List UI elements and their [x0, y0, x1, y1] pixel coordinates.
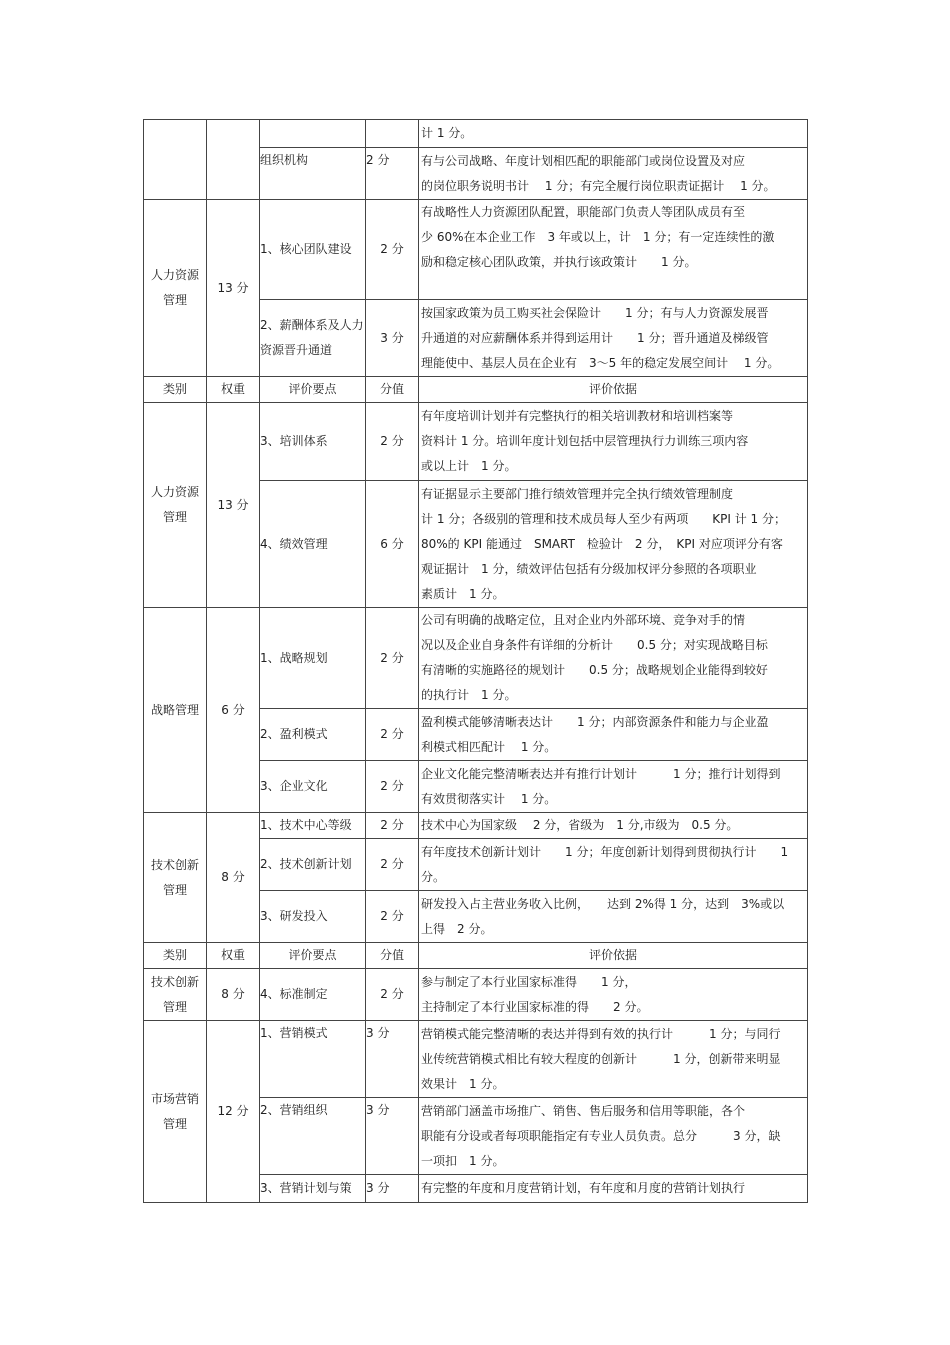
score-cell: 3 分 — [366, 1175, 419, 1203]
weight-cell: 8 分 — [207, 969, 260, 1021]
table-header-row — [144, 377, 808, 403]
category-cell: 技术创新管理 — [144, 813, 207, 943]
weight-cell: 12 分 — [207, 1021, 260, 1203]
header-category: 类别 — [144, 377, 207, 403]
item-cell: 2、薪酬体系及人力资源晋升通道 — [260, 300, 366, 377]
table-row — [144, 200, 808, 300]
item-cell — [260, 120, 366, 148]
basis-cell: 研发投入占主营业务收入比例， 达到 2%得 1 分，达到 3%或以 上得 2 分。 — [419, 891, 808, 943]
score-cell: 2 分 — [366, 839, 419, 891]
item-cell: 1、营销模式 — [260, 1021, 366, 1098]
weight-cell: 13 分 — [207, 403, 260, 608]
table-row — [144, 403, 808, 481]
basis-cell: 企业文化能完整清晰表达并有推行计划计 1 分；推行计划得到 有效贯彻落实计 1 分。 — [419, 761, 808, 813]
score-cell: 3 分 — [366, 1098, 419, 1175]
item-cell: 1、战略规划 — [260, 608, 366, 709]
basis-cell: 参与制定了本行业国家标准得 1 分， 主持制定了本行业国家标准的得 2 分。 — [419, 969, 808, 1021]
item-cell: 3、企业文化 — [260, 761, 366, 813]
item-cell: 3、营销计划与策 — [260, 1175, 366, 1203]
basis-cell: 计 1 分。 — [419, 120, 808, 148]
weight-cell: 13 分 — [207, 200, 260, 377]
basis-cell: 有与公司战略、年度计划相匹配的职能部门或岗位设置及对应 的岗位职务说明书计 1 分；有完全履行岗位职责证据计 1 分。 — [419, 148, 808, 200]
category-cell: 技术创新管理 — [144, 969, 207, 1021]
basis-cell: 公司有明确的战略定位，且对企业内外部环境、竞争对手的情 况以及企业自身条件有详细的分析计 0.5 分；对实现战略目标 有清晰的实施路径的规划计 0.5 分；战略规划企业能得到较好 的执行计 1 分。 — [419, 608, 808, 709]
basis-cell: 按国家政策为员工购买社会保险计 1 分；有与人力资源发展晋 升通道的对应薪酬体系并得到运用计 1 分；晋升通道及梯级管 理能使中、基层人员在企业有 3～5 年的稳定发展空间计 1 分。 — [419, 300, 808, 377]
basis-cell: 营销模式能完整清晰的表达并得到有效的执行计 1 分；与同行 业传统营销模式相比有较大程度的创新计 1 分，创新带来明显 效果计 1 分。 — [419, 1021, 808, 1098]
weight-cell — [207, 120, 260, 200]
weight-cell: 8 分 — [207, 813, 260, 943]
item-cell: 2、营销组织 — [260, 1098, 366, 1175]
category-cell: 人力资源管理 — [144, 200, 207, 377]
item-cell: 4、绩效管理 — [260, 481, 366, 608]
category-cell: 战略管理 — [144, 608, 207, 813]
score-cell: 2 分 — [366, 200, 419, 300]
score-cell: 2 分 — [366, 969, 419, 1021]
table-header-row — [144, 943, 808, 969]
basis-cell: 有年度技术创新计划计 1 分；年度创新计划得到贯彻执行计 1 分。 — [419, 839, 808, 891]
score-cell: 2 分 — [366, 608, 419, 709]
category-cell: 人力资源管理 — [144, 403, 207, 608]
item-cell: 2、技术创新计划 — [260, 839, 366, 891]
basis-cell: 有年度培训计划并有完整执行的相关培训教材和培训档案等 资料计 1 分。培训年度计划包括中层管理执行力训练三项内容 或以上计 1 分。 — [419, 403, 808, 481]
score-cell: 2 分 — [366, 403, 419, 481]
header-weight: 权重 — [207, 377, 260, 403]
score-cell: 2 分 — [366, 891, 419, 943]
header-weight: 权重 — [207, 943, 260, 969]
item-cell: 组织机构 — [260, 148, 366, 200]
item-cell: 1、技术中心等级 — [260, 813, 366, 839]
header-basis: 评价依据 — [419, 943, 808, 969]
item-cell: 3、研发投入 — [260, 891, 366, 943]
weight-cell: 6 分 — [207, 608, 260, 813]
score-cell — [366, 120, 419, 148]
item-cell: 2、盈利模式 — [260, 709, 366, 761]
score-cell: 2 分 — [366, 813, 419, 839]
header-item: 评价要点 — [260, 943, 366, 969]
table-row — [144, 608, 808, 709]
score-cell: 6 分 — [366, 481, 419, 608]
table-row — [144, 813, 808, 839]
category-cell — [144, 120, 207, 200]
header-item: 评价要点 — [260, 377, 366, 403]
score-cell: 3 分 — [366, 1021, 419, 1098]
table-row — [144, 120, 808, 148]
basis-cell: 有战略性人力资源团队配置，职能部门负责人等团队成员有至 少 60%在本企业工作 3 年或以上，计 1 分；有一定连续性的激 励和稳定核心团队政策，并执行该政策计 1 分。 — [419, 200, 808, 300]
table-row — [144, 969, 808, 1021]
category-cell: 市场营销管理 — [144, 1021, 207, 1203]
score-cell: 3 分 — [366, 300, 419, 377]
header-score: 分值 — [366, 377, 419, 403]
item-cell: 4、标准制定 — [260, 969, 366, 1021]
item-cell: 3、培训体系 — [260, 403, 366, 481]
basis-cell: 有完整的年度和月度营销计划，有年度和月度的营销计划执行 — [419, 1175, 808, 1203]
score-cell: 2 分 — [366, 148, 419, 200]
header-score: 分值 — [366, 943, 419, 969]
score-cell: 2 分 — [366, 709, 419, 761]
score-cell: 2 分 — [366, 761, 419, 813]
basis-cell: 盈利模式能够清晰表达计 1 分；内部资源条件和能力与企业盈 利模式相匹配计 1 分。 — [419, 709, 808, 761]
header-category: 类别 — [144, 943, 207, 969]
item-cell: 1、核心团队建设 — [260, 200, 366, 300]
basis-cell: 营销部门涵盖市场推广、销售、售后服务和信用等职能，各个 职能有分设或者每项职能指定有专业人员负责。总分 3 分，缺 一项扣 1 分。 — [419, 1098, 808, 1175]
header-basis: 评价依据 — [419, 377, 808, 403]
basis-cell: 技术中心为国家级 2 分，省级为 1 分,市级为 0.5 分。 — [419, 813, 808, 839]
evaluation-table — [143, 119, 808, 1203]
basis-cell: 有证据显示主要部门推行绩效管理并完全执行绩效管理制度 计 1 分；各级别的管理和技术成员每人至少有两项 KPI 计 1 分； 80%的 KPI 能通过 SMART 检验计 2 分， KPI 对应项评分有客 观证据计 1 分，绩效评估包括有分级加权评分参照的各项职业 素质计 1 分。 — [419, 481, 808, 608]
table-row — [144, 1021, 808, 1098]
